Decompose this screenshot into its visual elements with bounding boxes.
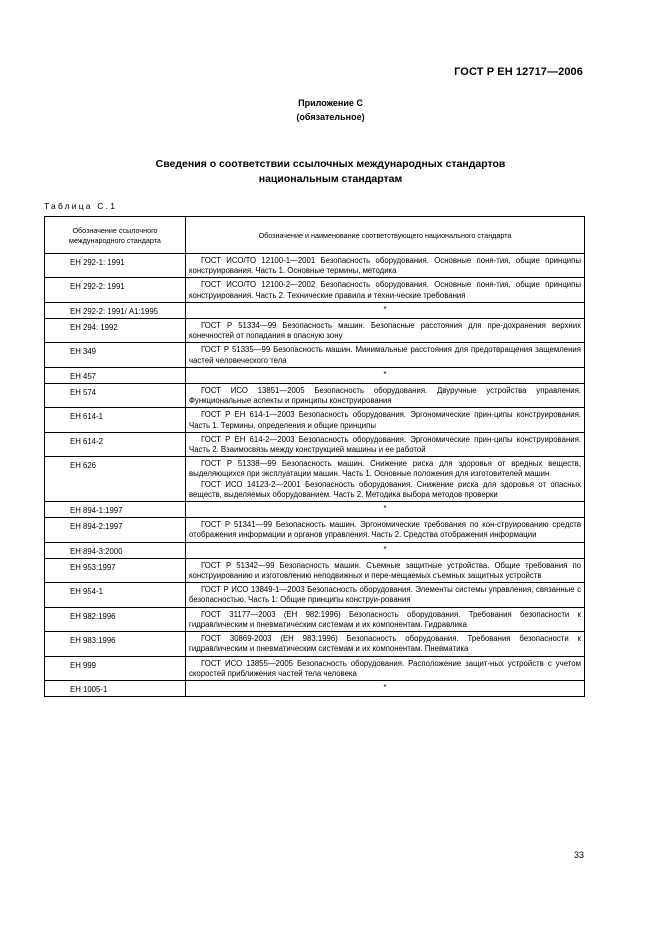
no-equivalent-marker: *	[186, 680, 585, 696]
national-standard-cell	[186, 607, 585, 631]
table-body	[45, 254, 585, 697]
international-standard-code: ЕН 954-1	[45, 583, 186, 607]
header-international-standard: Обозначение ссылочного международного стандарта	[45, 217, 186, 254]
international-standard-code: ЕН 457	[45, 367, 186, 383]
international-standard-code: ЕН 574	[45, 384, 186, 408]
table-header-row	[45, 217, 585, 254]
national-standard-cell	[186, 656, 585, 680]
table-row	[45, 518, 585, 542]
national-standard-cell	[186, 457, 585, 502]
international-standard-code: ЕН 894-3:2000	[45, 542, 186, 558]
no-equivalent-marker: *	[186, 367, 585, 383]
no-equivalent-marker: *	[186, 502, 585, 518]
national-standard-cell	[186, 343, 585, 367]
annex-heading	[0, 96, 661, 124]
national-standard-description: ГОСТ Р 51341—99 Безопасность машин. Эргономические требования по кон-струированию средств отображения информации и органов управления. Часть 2. Средства отображения информации	[189, 520, 581, 540]
international-standard-code: ЕН 614-2	[45, 432, 186, 456]
international-standard-code: ЕН 894-1:1997	[45, 502, 186, 518]
national-standard-description: ГОСТ ИСО/ТО 12100-2—2002 Безопасность оборудования. Основные поня-тия, общие принципы конструирования. Часть 2. Технические правила и техни-ческие требования	[189, 280, 581, 300]
annex-status: (обязательное)	[296, 112, 365, 122]
no-equivalent-marker: *	[186, 302, 585, 318]
correspondence-table	[44, 216, 585, 697]
table-row	[45, 583, 585, 607]
international-standard-code: ЕН 292-2: 1991/ А1:1995	[45, 302, 186, 318]
national-standard-description: ГОСТ Р 51335—99 Безопасность машин. Минимальные расстояния для предотвращения защемления частей человеческого тела	[189, 345, 581, 365]
national-standard-description: ГОСТ Р 51334—99 Безопасность машин. Безопасные расстояния для пре-дохранения верхних конечностей от попадания в опасную зону	[189, 321, 581, 341]
international-standard-code: ЕН 292-1: 1991	[45, 254, 186, 278]
table-row	[45, 367, 585, 383]
international-standard-code: ЕН 982:1996	[45, 607, 186, 631]
no-equivalent-marker: *	[186, 542, 585, 558]
international-standard-code: ЕН 1005-1	[45, 680, 186, 696]
international-standard-code: ЕН 999	[45, 656, 186, 680]
header-national-standard: Обозначение и наименование соответствующего национального стандарта	[186, 217, 585, 254]
table-row	[45, 542, 585, 558]
national-standard-cell	[186, 432, 585, 456]
national-standard-cell	[186, 278, 585, 302]
document-code: ГОСТ Р ЕН 12717—2006	[454, 66, 583, 78]
table-row	[45, 656, 585, 680]
table-row	[45, 432, 585, 456]
table-row	[45, 408, 585, 432]
national-standard-description: ГОСТ Р 51338—99 Безопасность машин. Снижение риска для здоровья от вредных веществ, выделяющихся при эксплуатации машин. Часть 1. Основные положения для изготовителей машин	[189, 459, 581, 479]
international-standard-code: ЕН 614-1	[45, 408, 186, 432]
table-row	[45, 254, 585, 278]
table-row	[45, 278, 585, 302]
national-standard-cell	[186, 408, 585, 432]
national-standard-description: ГОСТ 31177—2003 (ЕН 982:1996) Безопасность оборудования. Требования безопасности к гидравлическим и пневматическим системам и их компонентам. Гидравлика	[189, 609, 581, 629]
national-standard-cell	[186, 632, 585, 656]
table-row	[45, 384, 585, 408]
national-standard-cell	[186, 384, 585, 408]
national-standard-description: ГОСТ ИСО 14123-2—2001 Безопасность оборудования. Снижение риска для здоровья от опасных веществ, выделяемых оборудованием. Часть 2. Методика выбора методов проверки	[189, 479, 581, 499]
annex-label: Приложение С	[298, 98, 363, 108]
table-row	[45, 457, 585, 502]
table-row	[45, 343, 585, 367]
national-standard-description: ГОСТ Р 51342—99 Безопасность машин. Съемные защитные устройства. Общие требования по конструированию и изготовлению неподвижных и пере-мещаемых съемных защитных устройств	[189, 560, 581, 581]
table-row	[45, 607, 585, 631]
international-standard-code: ЕН 294: 1992	[45, 319, 186, 343]
international-standard-code: ЕН 983:1996	[45, 632, 186, 656]
table-row	[45, 558, 585, 582]
international-standard-code: ЕН 349	[45, 343, 186, 367]
national-standard-description: ГОСТ Р ЕН 614-2—2003 Безопасность оборудования. Эргономические прин-ципы конструирования. Часть 2. Взаимосвязь между конструкцией машины и ее работой	[189, 434, 581, 455]
section-title-line-1: Сведения о соответствии ссылочных международных стандартов	[155, 158, 506, 170]
section-title	[0, 157, 661, 187]
international-standard-code: ЕН 894-2:1997	[45, 518, 186, 542]
international-standard-code: ЕН 626	[45, 457, 186, 502]
national-standard-cell	[186, 558, 585, 582]
table-row	[45, 302, 585, 318]
table-caption: Таблица С.1	[44, 201, 118, 211]
table-row	[45, 632, 585, 656]
national-standard-cell	[186, 518, 585, 542]
international-standard-code: ЕН 292-2: 1991	[45, 278, 186, 302]
table-row	[45, 319, 585, 343]
national-standard-cell	[186, 254, 585, 278]
international-standard-code: ЕН 953:1997	[45, 558, 186, 582]
national-standard-description: ГОСТ ИСО 13855—2005 Безопасность оборудования. Расположение защит-ных устройств с учетом скоростей приближения частей тела человека	[189, 658, 581, 678]
national-standard-description: ГОСТ ИСО/ТО 12100-1—2001 Безопасность оборудования. Основные поня-тия, общие принципы конструирования. Часть 1. Основные термины, методика	[189, 256, 581, 276]
national-standard-description: ГОСТ Р ИСО 13849-1—2003 Безопасность оборудования. Элементы системы управления, связанные с безопасностью. Часть 1: Общие принципы конструи-рования	[189, 585, 581, 605]
table-row	[45, 680, 585, 696]
national-standard-description: ГОСТ 30869-2003 (ЕН 983:1996) Безопасность оборудования. Требования безопасности к гидравлическим и пневматическим системам и их компонентам. Пневматика	[189, 634, 581, 654]
national-standard-description: ГОСТ ИСО 13851—2005 Безопасность оборудования. Двуручные устройства управления. Функциональные аспекты и принципы конструирования	[189, 386, 581, 406]
national-standard-description: ГОСТ Р ЕН 614-1—2003 Безопасность оборудования. Эргономические прин-ципы конструирования. Часть 1. Термины, определения и общие принципы	[189, 410, 581, 430]
national-standard-cell	[186, 319, 585, 343]
page-number: 33	[573, 850, 584, 860]
national-standard-cell	[186, 583, 585, 607]
table-row	[45, 502, 585, 518]
section-title-line-2: национальным стандартам	[258, 173, 403, 185]
